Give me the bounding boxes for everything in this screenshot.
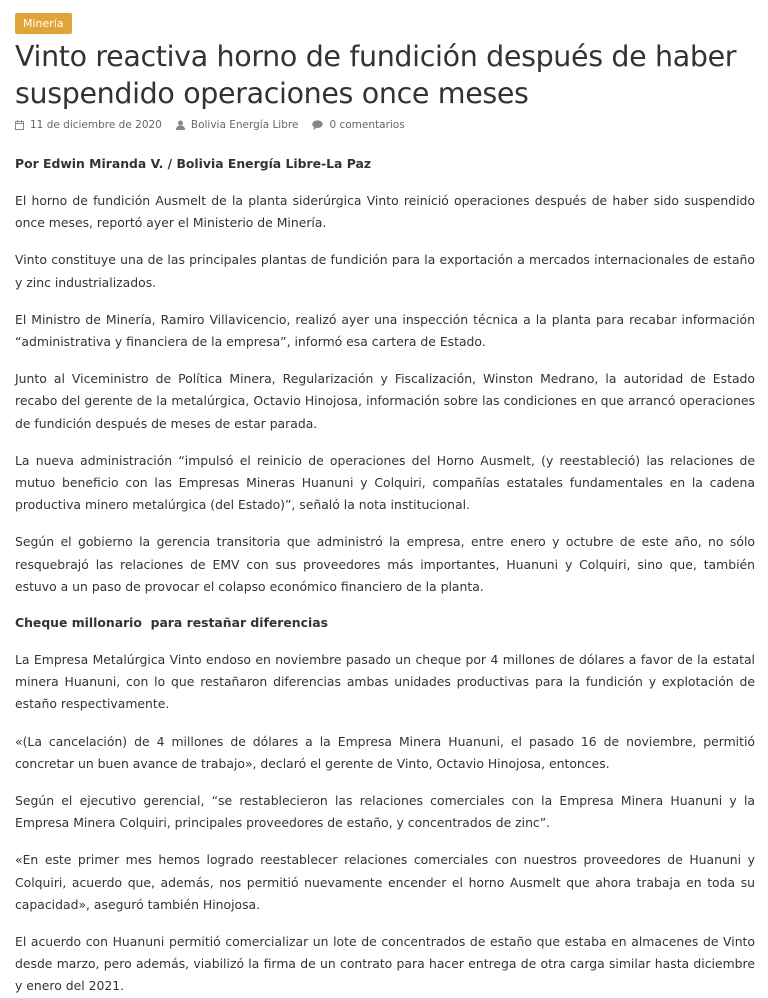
category-badge[interactable]: Minería (15, 13, 72, 34)
article-paragraph: Vinto constituye una de las principales plantas de fundición para la exportación a mercados internacionales de estaño y zinc industrializados. (15, 252, 755, 290)
post-date-link[interactable]: 11 de diciembre de 2020 (30, 119, 162, 131)
post-comments[interactable] (312, 117, 404, 133)
article-byline: Por Edwin Miranda V. / Bolivia Energía Libre-La Paz (15, 156, 372, 171)
post-comments-link[interactable]: 0 comentarios (329, 119, 405, 131)
post-author-link[interactable]: Bolivia Energía Libre (190, 119, 299, 131)
article-paragraph: Según el gobierno la gerencia transitoria que administró la empresa, entre enero y octubre de este año, no sólo resquebrajó las relaciones de EMV con sus proveedores más importantes, Huanuni y Colquiri, sino que, también estuvo a un paso de provocar el colapso económico financiero de la planta. (15, 534, 755, 594)
post-author[interactable] (176, 117, 299, 133)
article-paragraph: Junto al Viceministro de Política Minera, Regularización y Fiscalización, Winston Medrano, la autoridad de Estado recabo del gerente de la metalúrgica, Octavio Hinojosa, información sobre las condiciones en que arrancó operaciones de fundición después de meses de estar parada. (15, 371, 755, 431)
article-paragraph: «En este primer mes hemos logrado reestablecer relaciones comerciales con nuestros proveedores de Huanuni y Colquiri, acuerdo que, además, nos permitió nuevamente encender el horno Ausmelt que ahora trabaja en toda su capacidad», aseguró también Hinojosa. (15, 852, 755, 912)
comment-icon (312, 120, 323, 130)
article-paragraph: «(La cancelación) de 4 millones de dólares a la Empresa Minera Huanuni, el pasado 16 de noviembre, permitió concretar un buen avance de trabajo», declaró el gerente de Vinto, Octavio Hinojosa, entonces. (15, 733, 755, 771)
article-paragraph: Según el ejecutivo gerencial, “se restablecieron las relaciones comerciales con la Empresa Minera Huanuni y la Empresa Minera Colquiri, principales proveedores de estaño, y concentrados de zinc”. (15, 793, 755, 831)
user-icon (176, 120, 185, 130)
article-title: Vinto reactiva horno de fundición después de haber suspendido operaciones once meses (15, 40, 737, 110)
article-paragraph: El Ministro de Minería, Ramiro Villavicencio, realizó ayer una inspección técnica a la planta para recabar información “administrativa y financiera de la empresa”, informó esa cartera de Estado. (15, 311, 755, 350)
article-subheading: Cheque millonario para restañar diferencias (15, 615, 328, 631)
article-paragraph: El horno de fundición Ausmelt de la planta siderúrgica Vinto reinició operaciones después de haber sido suspendido once meses, reportó ayer el Ministerio de Minería. (15, 193, 755, 231)
calendar-icon (15, 120, 24, 130)
article-paragraph: La nueva administración “impulsó el reinicio de operaciones del Horno Ausmelt, (y reestableció) las relaciones de mutuo beneficio con las Empresas Mineras Huanuni y Colquiri, compañías estatales fundamentales en la cadena productiva minero metalúrgica (del Estado)”, señaló la nota institucional. (15, 452, 755, 513)
post-date[interactable] (15, 117, 162, 133)
article-paragraph: La Empresa Metalúrgica Vinto endoso en noviembre pasado un cheque por 4 millones de dólares a favor de la estatal minera Huanuni, con lo que restañaron diferencias ambas unidades productivas para la fundición y explotación de estaño respectivamente. (15, 652, 755, 712)
article-paragraph: El acuerdo con Huanuni permitió comercializar un lote de concentrados de estaño que estaba en almacenes de Vinto desde marzo, pero además, viabilizó la firma de un contrato para hacer entrega de otra carga similar hasta diciembre y enero del 2021. (15, 934, 755, 994)
post-meta (15, 117, 755, 133)
